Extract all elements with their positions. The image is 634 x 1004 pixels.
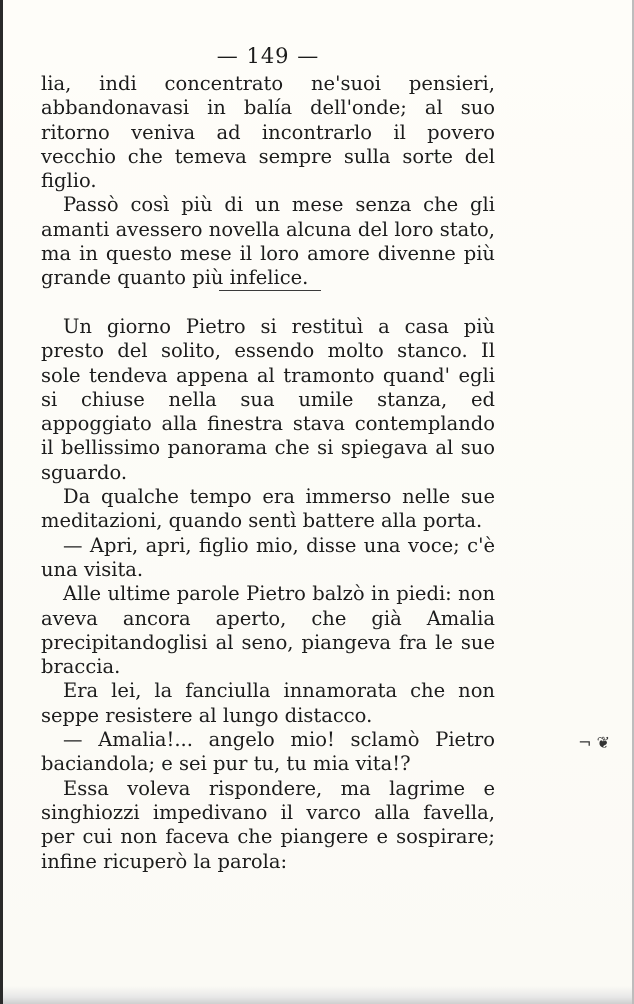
paragraph: lia, indi concentrato ne'suoi pensieri, abbandonavasi in balía dell'onde; al suo ritorno veniva ad incontrarlo il povero vecchio che temeva sempre sulla sorte del figlio. xyxy=(41,72,495,193)
text-block-bottom xyxy=(41,315,495,874)
paragraph: Da qualche tempo era immerso nelle sue meditazioni, quando sentì battere alla porta. xyxy=(41,485,495,533)
margin-ink-mark-icon: ¬ ❦ xyxy=(578,733,610,752)
text-block-top xyxy=(41,72,495,291)
paragraph: Alle ultime parole Pietro balzò in piedi: non aveva ancora aperto, che già Amalia precipitandoglisi al seno, piangeva fra le sue braccia. xyxy=(41,582,495,679)
section-separator xyxy=(219,290,321,291)
paragraph: — Amalia!... angelo mio! sclamò Pietro baciandola; e sei pur tu, tu mia vita!? xyxy=(41,728,495,776)
page-number: — 149 — xyxy=(216,44,320,68)
paragraph: Un giorno Pietro si restituì a casa più presto del solito, essendo molto stanco. Il sole tendeva appena al tramonto quand' egli si chiuse nella sua umile stanza, ed appoggiato alla finestra stava contemplando il bellissimo panorama che si spiegava al suo sguardo. xyxy=(41,315,495,484)
page-bottom-edge xyxy=(3,986,632,1004)
paragraph: — Apri, apri, figlio mio, disse una voce; c'è una visita. xyxy=(41,533,495,581)
paragraph: Passò così più di un mese senza che gli amanti avessero novella alcuna del loro stato, ma in questo mese il loro amore divenne più grande quanto più infelice. xyxy=(41,193,495,290)
paragraph: Era lei, la fanciulla innamorata che non seppe resistere al lungo distacco. xyxy=(41,679,495,727)
paragraph: Essa voleva rispondere, ma lagrime e singhiozzi impedivano il varco alla favella, per cui non faceva che piangere e sospirare; infine ricuperò la parola: xyxy=(41,776,495,873)
